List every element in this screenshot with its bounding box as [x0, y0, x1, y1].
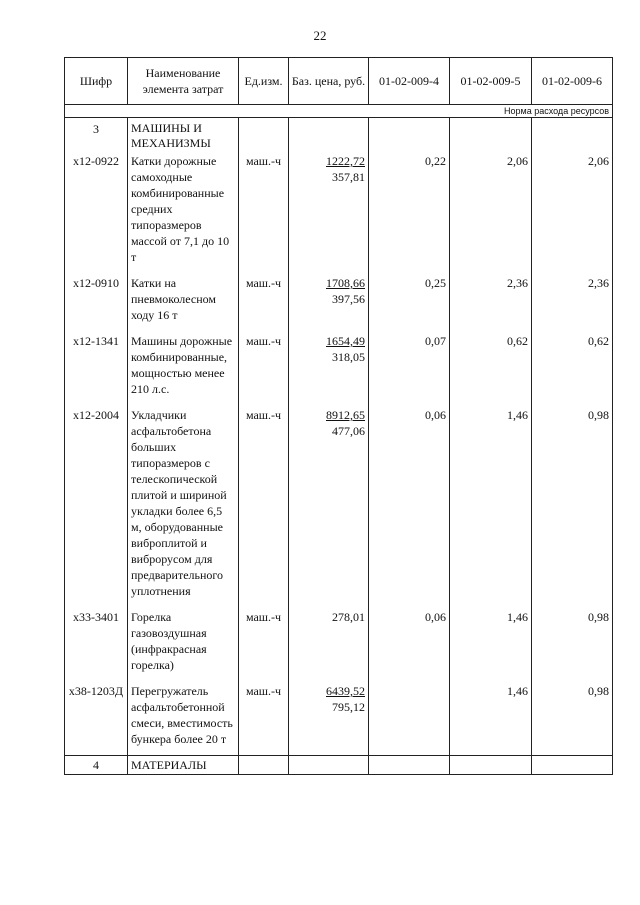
- row-price: [289, 607, 369, 681]
- row-name: Горелка газовоздушная (инфракрасная горелка): [128, 607, 239, 681]
- table-row: [65, 681, 613, 756]
- section-number: 4: [65, 756, 128, 775]
- row-unit: маш.-ч: [239, 405, 289, 607]
- row-value-col2: 1,46: [450, 681, 532, 756]
- row-unit: маш.-ч: [239, 151, 289, 273]
- table-row: [65, 273, 613, 331]
- price-base: 1222,72: [326, 154, 365, 168]
- row-name: Катки на пневмоколесном ходу 16 т: [128, 273, 239, 331]
- row-unit: маш.-ч: [239, 331, 289, 405]
- row-value-col3: 0,98: [532, 681, 613, 756]
- row-value-col1: 0,06: [369, 607, 450, 681]
- header-col2: 01-02-009-5: [450, 58, 532, 105]
- table-header-row: [65, 58, 613, 105]
- row-code: х38-1203Д: [65, 681, 128, 756]
- empty-cell: [239, 118, 289, 152]
- price-base: 278,01: [332, 610, 365, 624]
- header-col3: 01-02-009-6: [532, 58, 613, 105]
- row-value-col1: 0,22: [369, 151, 450, 273]
- row-value-col2: 0,62: [450, 331, 532, 405]
- section-number: 3: [65, 118, 128, 152]
- empty-cell: [450, 118, 532, 152]
- resource-table: [64, 57, 613, 775]
- row-name: Катки дорожные самоходные комбинированные средних типоразмеров массой от 7,1 до 10 т: [128, 151, 239, 273]
- empty-cell: [289, 756, 369, 775]
- row-name: Машины дорожные комбинированные, мощностью менее 210 л.с.: [128, 331, 239, 405]
- price-wage: 795,12: [332, 700, 365, 714]
- empty-cell: [239, 756, 289, 775]
- row-code: х12-0910: [65, 273, 128, 331]
- row-code: х12-2004: [65, 405, 128, 607]
- header-code: Шифр: [65, 58, 128, 105]
- row-code: х12-0922: [65, 151, 128, 273]
- row-value-col1: 0,07: [369, 331, 450, 405]
- price-base: 1708,66: [326, 276, 365, 290]
- row-unit: маш.-ч: [239, 273, 289, 331]
- empty-cell: [532, 756, 613, 775]
- row-value-col3: 0,62: [532, 331, 613, 405]
- header-price: Баз. цена, руб.: [289, 58, 369, 105]
- price-wage: 357,81: [332, 170, 365, 184]
- empty-cell: [369, 118, 450, 152]
- price-base: 6439,52: [326, 684, 365, 698]
- row-name: Укладчики асфальтобетона больших типоразмеров с телескопической плитой и шириной укладки более 6,5 м, оборудованные виброплитой и виброрусом для предварительного уплотнения: [128, 405, 239, 607]
- header-unit: Ед.изм.: [239, 58, 289, 105]
- price-base: 8912,65: [326, 408, 365, 422]
- page-number: 22: [313, 28, 327, 43]
- header-col1: 01-02-009-4: [369, 58, 450, 105]
- price-wage: 477,06: [332, 424, 365, 438]
- row-code: х33-3401: [65, 607, 128, 681]
- empty-cell: [289, 118, 369, 152]
- header-name: Наименование элемента затрат: [128, 58, 239, 105]
- row-value-col3: 0,98: [532, 405, 613, 607]
- row-price: [289, 273, 369, 331]
- row-code: х12-1341: [65, 331, 128, 405]
- row-value-col3: 2,06: [532, 151, 613, 273]
- section-row-materials: [65, 756, 613, 775]
- row-value-col2: 2,36: [450, 273, 532, 331]
- table-row: [65, 405, 613, 607]
- row-unit: маш.-ч: [239, 607, 289, 681]
- norm-label-row: [65, 105, 613, 118]
- row-value-col1: [369, 681, 450, 756]
- row-value-col2: 1,46: [450, 405, 532, 607]
- row-unit: маш.-ч: [239, 681, 289, 756]
- table-row: [65, 607, 613, 681]
- row-price: [289, 151, 369, 273]
- price-base: 1654,49: [326, 334, 365, 348]
- empty-cell: [450, 756, 532, 775]
- row-name: Перегружатель асфальтобетонной смеси, вместимость бункера более 20 т: [128, 681, 239, 756]
- empty-cell: [532, 118, 613, 152]
- row-value-col3: 0,98: [532, 607, 613, 681]
- row-value-col2: 1,46: [450, 607, 532, 681]
- norm-label: Норма расхода ресурсов: [65, 105, 613, 118]
- row-value-col1: 0,06: [369, 405, 450, 607]
- section-row-machines: [65, 118, 613, 152]
- section-title: МАТЕРИАЛЫ: [128, 756, 239, 775]
- section-title: МАШИНЫ И МЕХАНИЗМЫ: [128, 118, 239, 152]
- row-value-col3: 2,36: [532, 273, 613, 331]
- row-price: [289, 405, 369, 607]
- table-row: [65, 151, 613, 273]
- row-value-col2: 2,06: [450, 151, 532, 273]
- table-row: [65, 331, 613, 405]
- price-wage: 318,05: [332, 350, 365, 364]
- price-wage: 397,56: [332, 292, 365, 306]
- row-price: [289, 681, 369, 756]
- empty-cell: [369, 756, 450, 775]
- row-price: [289, 331, 369, 405]
- row-value-col1: 0,25: [369, 273, 450, 331]
